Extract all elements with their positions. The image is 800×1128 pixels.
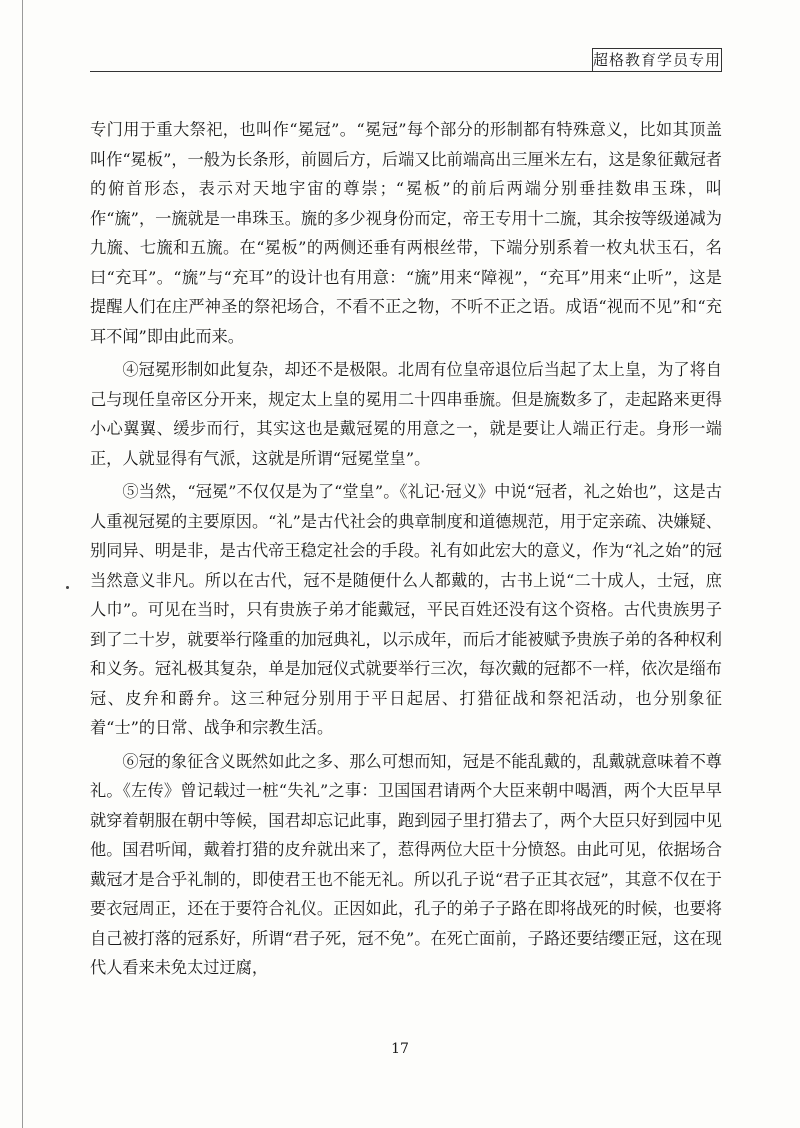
header-badge: 超格教育学员专用 <box>592 48 722 72</box>
paragraph-continued: 专门用于重大祭祀，也叫作“冕冠”。“冕冠”每个部分的形制都有特殊意义，比如其顶盖叫作“冕板”，一般为长条形，前圆后方，后端又比前端高出三厘米左右，这是象征戴冠者的俯首形态，表示对天地宇宙的尊崇；“冕板”的前后两端分别垂挂数串玉珠，叫作“旒”，一旒就是一串珠玉。旒的多少视身份而定，帝王专用十二旒，其余按等级递减为九旒、七旒和五旒。在“冕板”的两侧还垂有两根丝带，下端分别系着一枚丸状玉石，名曰“充耳”。“旒”与“充耳”的设计也有用意：“旒”用来“障视”，“充耳”用来“止听”，这是提醒人们在庄严神圣的祭祀场合，不看不正之物，不听不正之语。成语“视而不见”和“充耳不闻”即由此而来。 <box>90 120 722 346</box>
page-number: 17 <box>391 1041 409 1057</box>
paragraph-4: ④冠冕形制如此复杂，却还不是极限。北周有位皇帝退位后当起了太上皇，为了将自己与现任皇帝区分开来，规定太上皇的冕用二十四串垂旒。但是旒数多了，走起路来更得小心翼翼、缓步而行，其实这也是戴冠冕的用意之一，就是要让人端正行走。身形一端正，人就显得有气派，这就是所谓“冠冕堂皇”。 <box>90 360 722 468</box>
body-text <box>90 115 722 987</box>
header-rule <box>90 71 722 72</box>
binding-edge-line <box>22 0 23 1128</box>
scan-speck <box>66 586 69 589</box>
paragraph-5: ⑤当然，“冠冕”不仅仅是为了“堂皇”。《礼记·冠义》中说“冠者，礼之始也”，这是古人重视冠冕的主要原因。“礼”是古代社会的典章制度和道德规范，用于定亲疏、决嫌疑、别同异、明是非，是古代帝王稳定社会的手段。礼有如此宏大的意义，作为“礼之始”的冠当然意义非凡。所以在古代，冠不是随便什么人都戴的，古书上说“二十成人，士冠，庶人巾”。可见在当时，只有贵族子弟才能戴冠，平民百姓还没有这个资格。古代贵族男子到了二十岁，就要举行隆重的加冠典礼，以示成年，而后才能被赋予贵族子弟的各种权利和义务。冠礼极其复杂，单是加冠仪式就要举行三次，每次戴的冠都不一样，依次是缁布冠、皮弁和爵弁。这三种冠分别用于平日起居、打猎征战和祭祀活动，也分别象征着“士”的日常、战争和宗教生活。 <box>90 482 722 737</box>
paragraph-6: ⑥冠的象征含义既然如此之多、那么可想而知，冠是不能乱戴的，乱戴就意味着不尊礼。《左传》曾记载过一桩“失礼”之事：卫国国君请两个大臣来朝中喝酒，两个大臣早早就穿着朝服在朝中等候，国君却忘记此事，跑到园子里打猎去了，两个大臣只好到园中见他。国君听闻，戴着打猎的皮弁就出来了，惹得两位大臣十分愤怒。由此可见，依据场合戴冠才是合乎礼制的，即使君王也不能无礼。所以孔子说“君子正其衣冠”，其意不仅在于要衣冠周正，还在于要符合礼仪。正因如此，孔子的弟子子路在即将战死的时候，也要将自己被打落的冠系好，所谓“君子死，冠不免”。在死亡面前，子路还要结缨正冠，这在现代人看来未免太过迂腐， <box>90 751 722 977</box>
